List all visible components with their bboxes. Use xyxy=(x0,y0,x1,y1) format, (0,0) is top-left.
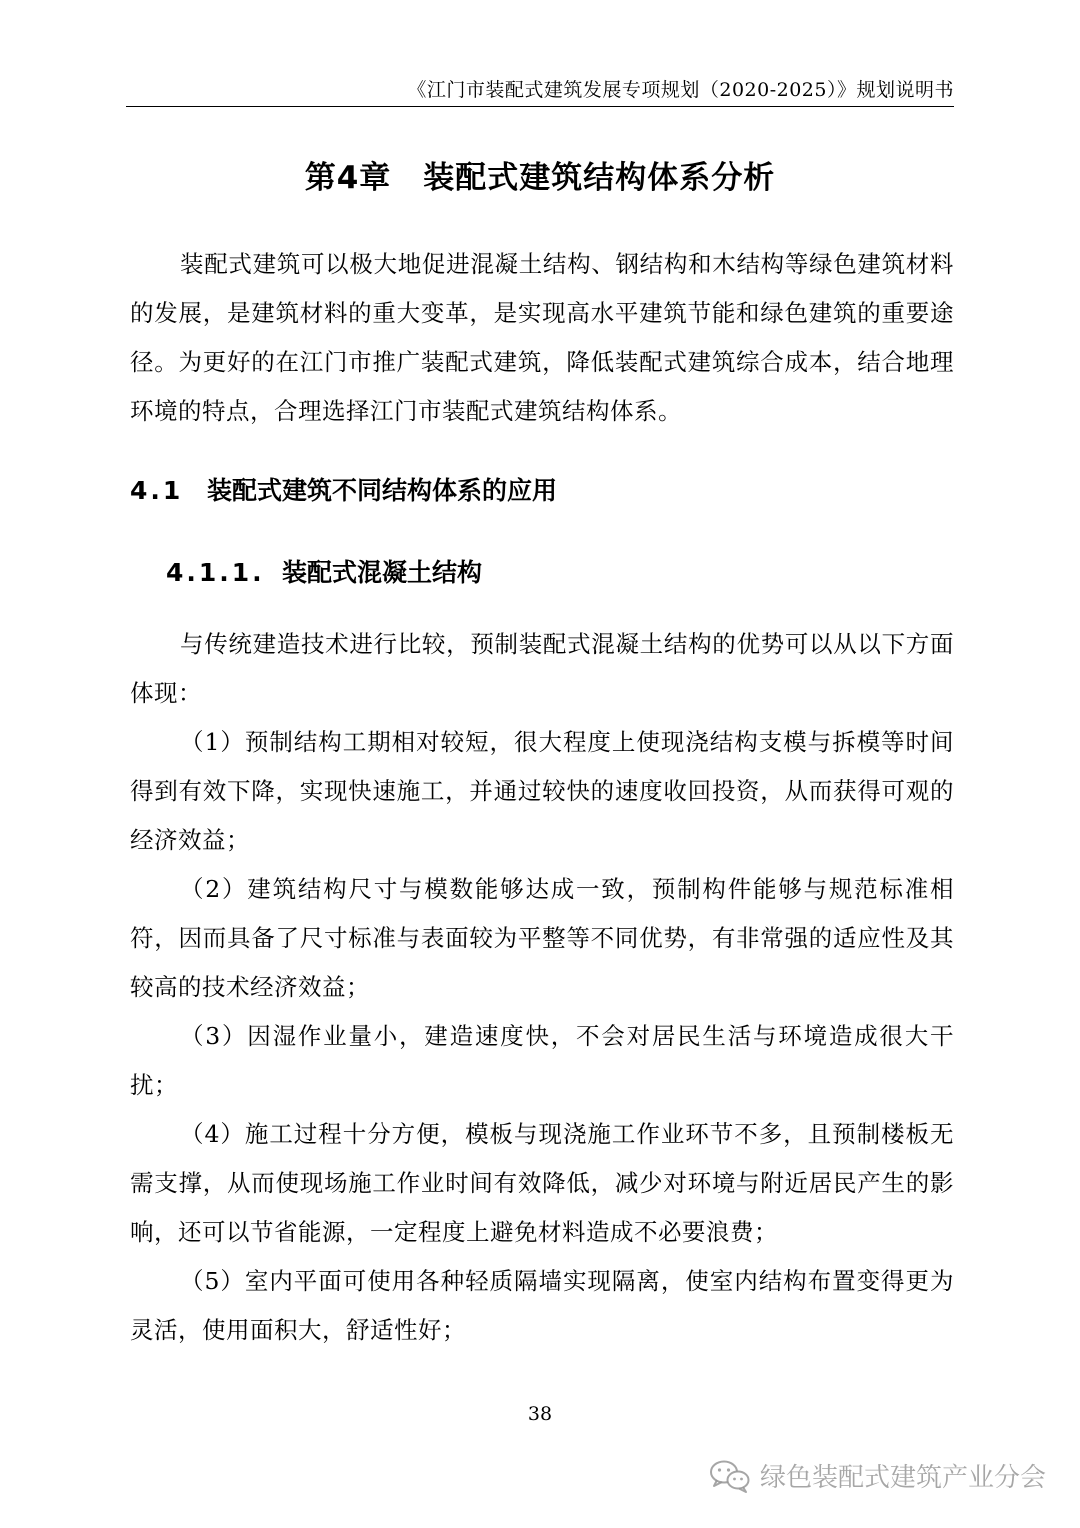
chapter-intro-paragraph: 装配式建筑可以极大地促进混凝土结构、钢结构和木结构等绿色建筑材料的发展，是建筑材料的重大变革，是实现高水平建筑节能和绿色建筑的重要途径。为更好的在江门市推广装配式建筑，降低装配式建筑综合成本，结合地理环境的特点，合理选择江门市装配式建筑结构体系。 xyxy=(130,250,954,425)
watermark-text: 绿色装配式建筑产业分会 xyxy=(759,1463,1046,1493)
advantage-item-3: （3）因湿作业量小，建造速度快，不会对居民生活与环境造成很大干扰； xyxy=(130,1022,954,1099)
section-title: 装配式建筑不同结构体系的应用 xyxy=(207,476,558,505)
watermark xyxy=(708,1457,1046,1494)
subsection-heading xyxy=(166,553,482,589)
subsection-number: 4.1.1. xyxy=(166,558,265,587)
subsection-intro-paragraph: 与传统建造技术进行比较，预制装配式混凝土结构的优势可以从以下方面体现： xyxy=(130,630,954,707)
section-number: 4.1 xyxy=(130,476,184,505)
section-heading xyxy=(130,471,557,507)
wechat-icon xyxy=(708,1458,752,1494)
header-divider xyxy=(126,106,954,107)
advantage-item-2: （2）建筑结构尺寸与模数能够达成一致，预制构件能够与规范标准相符，因而具备了尺寸标准与表面较为平整等不同优势，有非常强的适应性及其较高的技术经济效益； xyxy=(130,875,954,1001)
advantage-item-5: （5）室内平面可使用各种轻质隔墙实现隔离，使室内结构布置变得更为灵活，使用面积大，舒适性好； xyxy=(130,1267,954,1344)
running-header: 《江门市装配式建筑发展专项规划（2020-2025）》规划说明书 xyxy=(407,79,954,101)
advantage-item-1: （1）预制结构工期相对较短，很大程度上使现浇结构支模与拆模等时间得到有效下降，实现快速施工，并通过较快的速度收回投资，从而获得可观的经济效益； xyxy=(130,728,954,854)
page-number: 38 xyxy=(527,1403,553,1425)
advantage-item-4: （4）施工过程十分方便，模板与现浇施工作业环节不多，且预制楼板无需支撑，从而使现场施工作业时间有效降低，减少对环境与附近居民产生的影响，还可以节省能源，一定程度上避免材料造成不必要浪费； xyxy=(130,1120,954,1246)
subsection-title: 装配式混凝土结构 xyxy=(282,558,483,587)
chapter-title: 第4章 装配式建筑结构体系分析 xyxy=(304,160,776,196)
